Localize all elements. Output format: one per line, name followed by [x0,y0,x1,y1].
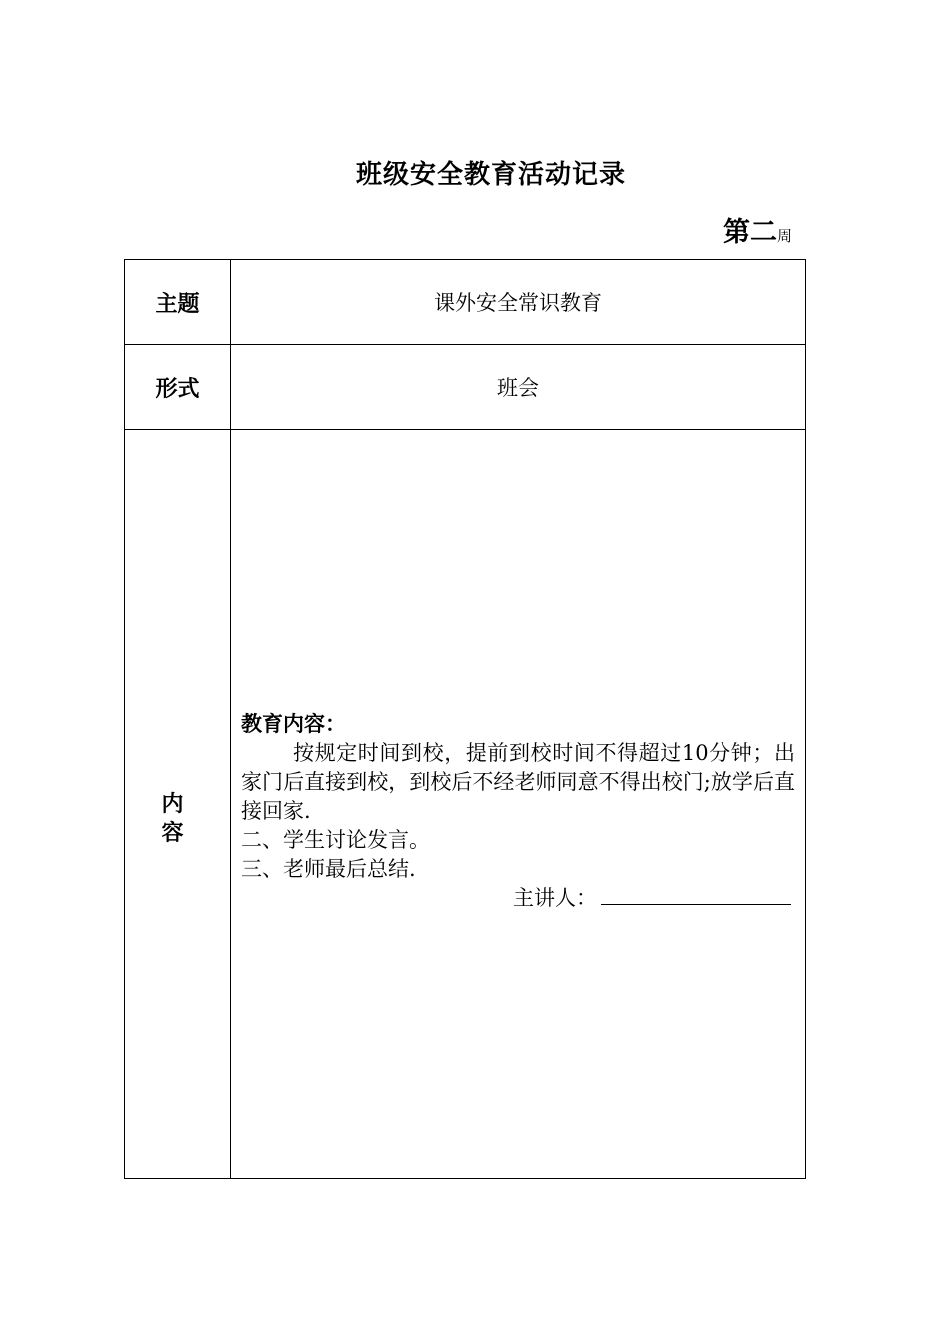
content-paragraph: 按规定时间到校，提前到校时间不得超过10分钟；出家门后直接到校，到校后不经老师同意不得出校门;放学后直接回家. [241,740,795,823]
topic-row [125,260,806,345]
form-row [125,345,806,430]
topic-value: 课外安全常识教育 [231,260,806,345]
form-label: 形式 [125,345,231,430]
form-value: 班会 [231,345,806,430]
speaker-line [241,884,795,913]
content-label-cell [125,430,231,1179]
week-unit: 周 [776,227,792,245]
content-row [125,430,806,1179]
topic-label: 主题 [125,260,231,345]
content-heading: 教育内容： [241,711,346,736]
speaker-label: 主讲人： [513,885,597,910]
content-body [231,710,805,913]
content-item-3: 三、老师最后总结. [241,856,416,881]
activity-record-table [124,259,806,1179]
document-title: 班级安全教育活动记录 [355,160,626,190]
content-item-2: 二、学生讨论发言。 [241,827,430,852]
speaker-signature-blank [601,884,791,905]
week-number: 第二 [722,217,777,248]
week-indicator [723,213,792,256]
content-cell [231,430,806,1179]
content-label: 内容 [161,792,184,846]
